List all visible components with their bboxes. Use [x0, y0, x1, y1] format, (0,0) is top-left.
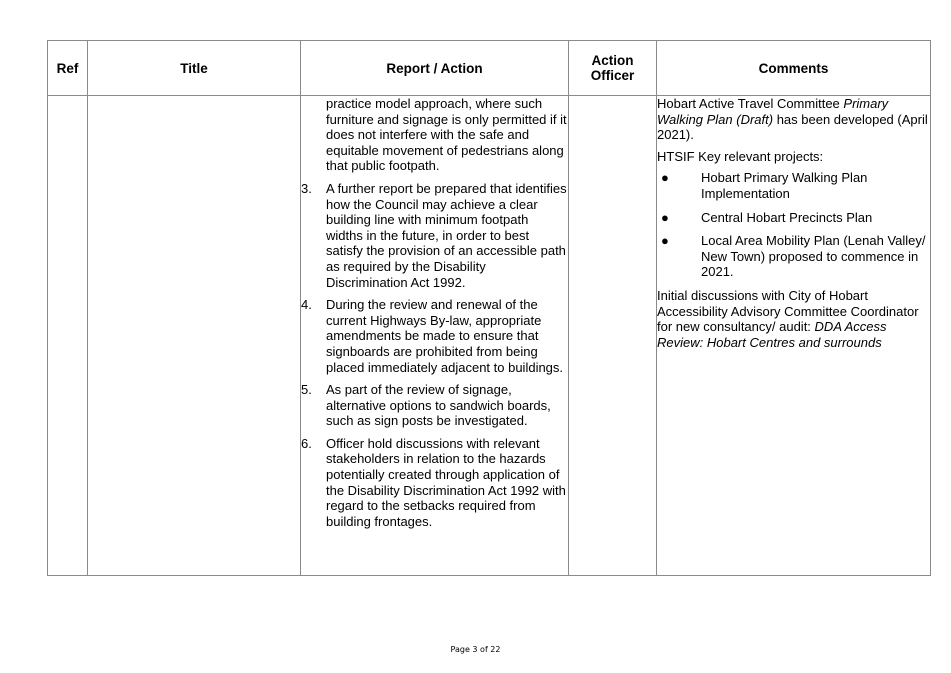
- report-item-number: 4.: [301, 297, 312, 313]
- comment-paragraph: HTSIF Key relevant projects:: [657, 148, 824, 164]
- page-footer: Page 3 of 22: [450, 645, 501, 654]
- comment-italic-text: Primary Walking Plan (Draft): [657, 96, 889, 127]
- header-action-officer-line2: Officer: [590, 68, 635, 83]
- comment-paragraph: [657, 288, 930, 350]
- list-item: [657, 210, 930, 226]
- comment-paragraph: [657, 96, 930, 143]
- report-item: [301, 436, 568, 530]
- list-item: [657, 170, 930, 201]
- cell-title: [88, 96, 301, 576]
- header-ref: Ref: [48, 41, 88, 96]
- report-item-number: 3.: [301, 180, 312, 196]
- report-item-text: A further report be prepared that identifies how the Council may achieve a clear building line with minimum footpath widths in the future, in order to best satisfy the provision of an accessible path as required by the Disability Discrimination Act 1992.: [326, 180, 567, 290]
- bullet-list: [657, 170, 930, 280]
- table-row: [48, 96, 931, 576]
- cell-action-officer: [569, 96, 657, 576]
- report-item-number: 5.: [301, 382, 312, 398]
- header-report-action: Report / Action: [301, 41, 569, 96]
- comment-text: Hobart Active Travel Committee: [657, 96, 844, 111]
- comment-italic-text: DDA Access Review: Hobart Centres and surrounds: [657, 319, 887, 350]
- list-item-text: Hobart Primary Walking Plan Implementation: [701, 170, 868, 201]
- report-item: [301, 181, 568, 290]
- header-title: Title: [88, 41, 301, 96]
- report-item-text: During the review and renewal of the current Highways By-law, appropriate amendments be made to ensure that signboards are prohibited from being placed immediately adjacent to buildings.: [326, 297, 564, 375]
- comment-text: Initial discussions with City of Hobart Accessibility Advisory Committee Coordinator for new consultancy/ audit:: [657, 287, 919, 335]
- list-item-text: Local Area Mobility Plan (Lenah Valley/ New Town) proposed to commence in 2021.: [701, 233, 926, 280]
- bullet-icon: ●: [661, 209, 669, 225]
- list-item-text: Central Hobart Precincts Plan: [701, 209, 873, 225]
- cell-report-action: [301, 96, 569, 576]
- report-item-text: Officer hold discussions with relevant stakeholders in relation to the hazards potentially created through application of the Disability Discrimination Act 1992 with regard to the setbacks required from building frontages.: [326, 435, 566, 529]
- comment-text: has been developed (April 2021).: [657, 111, 928, 143]
- cell-ref: [48, 96, 88, 576]
- cell-comments: [657, 96, 931, 576]
- table-header-row: [48, 41, 931, 96]
- header-action-officer-line1: Action: [591, 53, 634, 68]
- report-intro-text: practice model approach, where such furniture and signage is only permitted if it does not interfere with the safe and equitable movement of pedestrians along that public footpath.: [326, 96, 567, 174]
- bullet-icon: ●: [661, 233, 669, 249]
- report-item-number: 6.: [301, 435, 312, 451]
- report-item: [301, 297, 568, 375]
- header-comments: Comments: [657, 41, 931, 96]
- report-item: [301, 382, 568, 429]
- report-item-text: As part of the review of signage, alternative options to sandwich boards, such as sign posts be investigated.: [326, 382, 551, 429]
- header-action-officer: [569, 41, 657, 96]
- list-item: [657, 233, 930, 280]
- bullet-icon: ●: [661, 170, 669, 186]
- report-table: [47, 40, 931, 576]
